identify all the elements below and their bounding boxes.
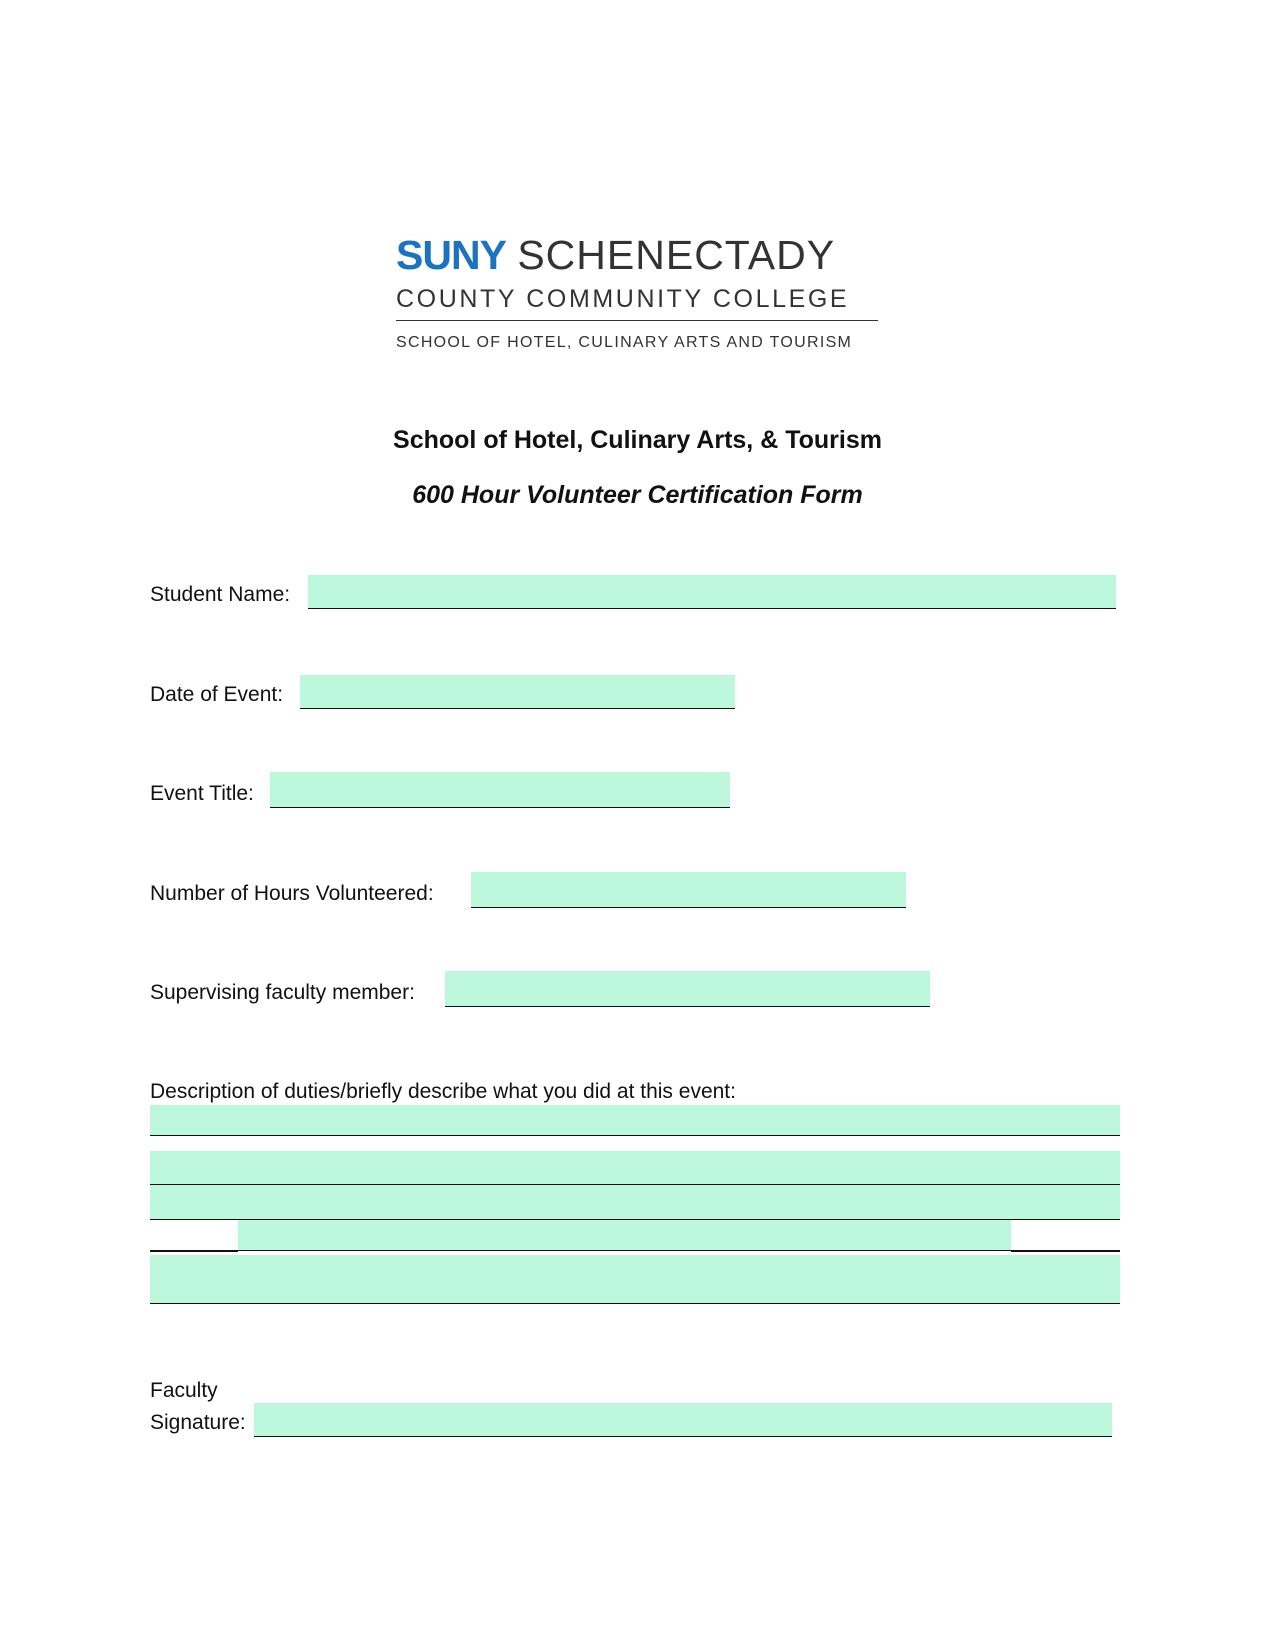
logo-school: SCHOOL OF HOTEL, CULINARY ARTS AND TOURISM xyxy=(396,334,853,351)
description-line-5[interactable] xyxy=(150,1255,1120,1304)
student-name-label: Student Name: xyxy=(150,583,291,606)
faculty-signature-label-line2: Signature: xyxy=(150,1411,246,1434)
supervising-faculty-label: Supervising faculty member: xyxy=(150,981,415,1004)
logo-divider xyxy=(396,320,878,321)
description-underline-right xyxy=(1011,1250,1120,1252)
college-logo xyxy=(396,232,880,353)
description-line-4[interactable] xyxy=(238,1220,1011,1251)
logo-college: COUNTY COMMUNITY COLLEGE xyxy=(396,285,850,313)
student-name-field[interactable] xyxy=(308,575,1116,609)
description-label: Description of duties/briefly describe what you did at this event: xyxy=(150,1080,736,1103)
hours-volunteered-field[interactable] xyxy=(471,872,906,908)
form-title: 600 Hour Volunteer Certification Form xyxy=(412,481,863,509)
form-heading: School of Hotel, Culinary Arts, & Tourism xyxy=(393,426,882,454)
description-line-2[interactable] xyxy=(150,1151,1120,1185)
event-title-label: Event Title: xyxy=(150,782,254,805)
event-title-field[interactable] xyxy=(270,772,730,808)
date-of-event-label: Date of Event: xyxy=(150,683,284,706)
faculty-signature-label-line1: Faculty xyxy=(150,1379,218,1402)
description-underline-left xyxy=(150,1250,238,1252)
hours-volunteered-label: Number of Hours Volunteered: xyxy=(150,882,434,905)
description-line-1[interactable] xyxy=(150,1105,1120,1136)
logo-brand: SUNY xyxy=(396,232,506,278)
supervising-faculty-field[interactable] xyxy=(445,971,930,1007)
logo-wordmark xyxy=(396,232,880,278)
faculty-signature-field[interactable] xyxy=(254,1403,1112,1437)
date-of-event-field[interactable] xyxy=(300,675,735,709)
description-line-3[interactable] xyxy=(150,1185,1120,1220)
logo-name: SCHENECTADY xyxy=(517,232,836,278)
